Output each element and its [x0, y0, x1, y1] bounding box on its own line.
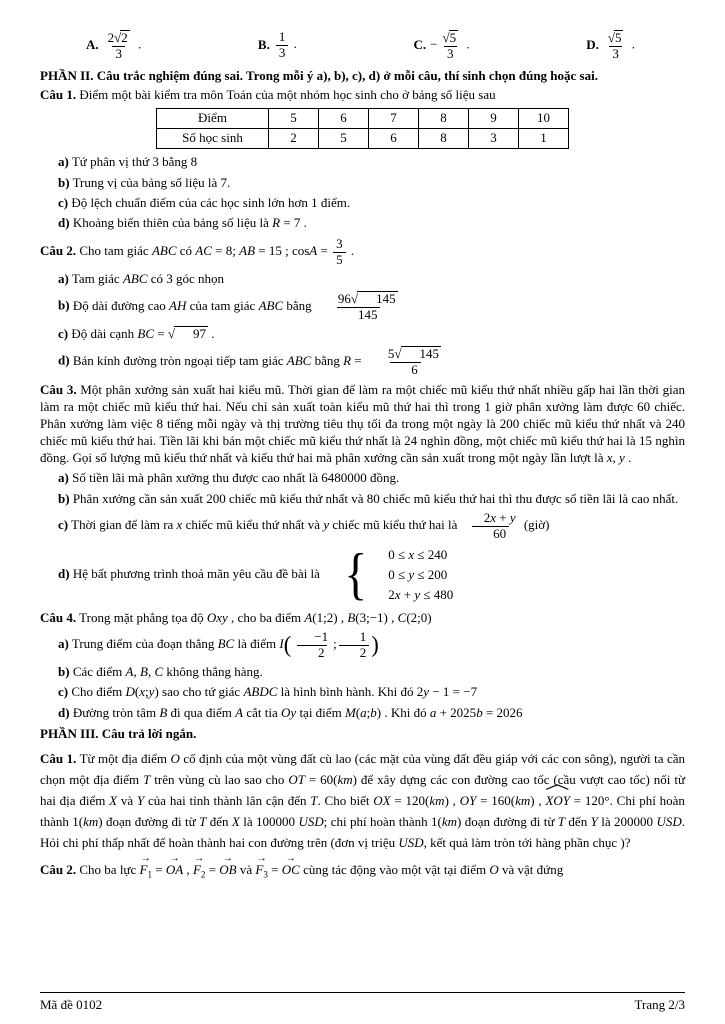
question-text: Cho tam giác ABC có AC = 8; AB = 15 ; cosA = $\frac{3}{5}$ .	[79, 236, 355, 267]
item-label: d)	[58, 215, 70, 231]
item-label: c)	[58, 194, 69, 210]
item-text: Độ dài cạnh BC = √ 97 .	[71, 325, 215, 341]
item-text: Phân xưởng cần sản xuất 200 chiếc mũ kiểu thứ nhất và 80 chiếc mũ kiểu thứ hai thì thu được số tiền lãi là cao nhất.	[72, 490, 679, 506]
question-item	[40, 664, 685, 681]
table-cell: 8	[419, 129, 469, 149]
item-label: a)	[58, 270, 69, 286]
item-text: Số tiền lãi mà phân xưởng thu được cao nhất là 6480000 đồng.	[72, 470, 400, 486]
item-label: b)	[58, 297, 70, 313]
part2-cau3-intro	[40, 382, 685, 466]
item-label: b)	[58, 490, 70, 506]
item-label: d)	[58, 352, 70, 368]
part3-heading: PHẦN III. Câu trả lời ngắn.	[40, 725, 197, 741]
table-cell: Điểm	[157, 109, 269, 129]
question-item	[40, 291, 685, 322]
footer-page-number: Trang 2/3	[634, 997, 685, 1013]
item-text: Thời gian để làm ra x chiếc mũ kiểu thứ nhất và y chiếc mũ kiểu thứ hai là $\frac{2x + y}{60}$ (giờ)	[71, 510, 550, 541]
item-text: Trung vị của bảng số liệu là 7.	[72, 174, 231, 190]
answer-option-b	[258, 30, 297, 60]
question-item	[40, 545, 685, 605]
question-label: Câu 1.	[40, 750, 77, 766]
answer-value-b: $\frac{1}{3}$ .	[274, 30, 297, 60]
table-cell: 10	[519, 109, 569, 129]
table-cell: Số học sinh	[157, 129, 269, 149]
question-item	[40, 195, 685, 212]
table-cell: 5	[269, 109, 319, 129]
question-label: Câu 2.	[40, 861, 77, 877]
table-row-counts	[157, 129, 569, 149]
answer-label-c: C.	[413, 37, 427, 53]
answer-value-c: − $\frac{√5}{3}$ .	[430, 30, 470, 61]
item-label: b)	[58, 174, 70, 190]
item-text: Đường tròn tâm B đi qua điểm A cắt tia Oy tại điểm M(a;b) . Khi đó a + 2025b = 2026	[72, 704, 523, 720]
item-text: Trung điểm của đoạn thẳng BC là điểm I( $\frac{-1}{2}$ ; $\frac{1}{2}$ )	[71, 629, 379, 660]
question-label: Câu 2.	[40, 243, 77, 259]
item-text: Độ lệch chuẩn điểm của các học sinh lớn hơn 1 điểm.	[71, 194, 351, 210]
item-label: a)	[58, 636, 69, 652]
question-text: Trong mặt phẳng tọa độ Oxy , cho ba điểm A(1;2) , B(3;−1) , C(2;0)	[79, 610, 432, 626]
item-text: Hệ bất phương trình thoả mãn yêu cầu đề bài là { 0 ≤ x ≤ 240 0 ≤ y ≤ 200 2x + y ≤ 480	[72, 543, 454, 606]
table-cell: 1	[519, 129, 569, 149]
question-item	[40, 326, 685, 343]
item-text: Khoảng biến thiên của bảng số liệu là R = 7 .	[72, 215, 307, 231]
item-text: Các điểm A, B, C không thẳng hàng.	[72, 664, 263, 680]
question-item	[40, 154, 685, 171]
table-cell: 6	[369, 129, 419, 149]
part2-heading: PHẦN II. Câu trắc nghiệm đúng sai. Trong mỗi ý a), b), c), d) ở mỗi câu, thí sinh chọn đúng hoặc sai.	[40, 68, 598, 84]
part2-cau4-intro	[40, 610, 685, 627]
answer-value-d: $\frac{√5}{3}$ .	[607, 30, 635, 61]
question-text: Từ một địa điểm O cố định của một vùng đất cù lao (các mặt của vùng đất đều giáp với các con sông), người ta cần chọn một địa điểm T trên vùng cù lao sao cho OT = 60(km) để xây dựng các con đường cao tốc (cầu vượt cao tốc) nối từ hai địa điểm X và Y của hai tỉnh thành lân cận đến T. Cho biết OX = 120(km) , OY = 160(km) , XOY = 120°. Chi phí hoàn thành 1(km) đoạn đường đi từ T đến X là 100000 USD; chi phí hoàn thành 1(km) đoạn đường đi từ T đến Y là 200000 USD. Hỏi chi phí thấp nhất để hoàn thành hai con đường trên (đơn vị triệu USD, kết quả làm tròn tới hàng phần chục )?	[40, 750, 685, 850]
table-cell: 5	[319, 129, 369, 149]
question-text: Một phân xưởng sản xuất hai kiểu mũ. Thời gian để làm ra một chiếc mũ kiểu thứ nhất nhiều gấp hai lần thời gian làm ra một chiếc mũ kiểu thứ hai. Nếu chỉ sản xuất toàn kiểu mũ thứ hai thì trong 1 giờ phân xưởng làm được 60 chiếc. Phân xưởng làm việc 8 tiếng mỗi ngày và thị trường tiêu thụ tối đa trong một ngày là 200 chiếc mũ kiểu thứ nhất và 240 chiếc mũ kiểu thứ hai. Tiền lãi khi bán một chiếc mũ kiểu thứ nhất là 24 nghìn đồng, một chiếc mũ kiểu thứ hai là 15 nghìn đồng. Gọi số lượng mũ kiểu thứ nhất và kiểu thứ hai mà phân xưởng cần sản xuất trong một ngày lần lượt là x, y .	[40, 382, 685, 465]
part2-cau2-intro	[40, 237, 685, 267]
question-text: Cho ba lực → $F_1$ = → OA , → $F_2$ = → OB và → $F_3$ = → OC cùng tác động vào một vật tại điểm O và vật đứng	[79, 852, 564, 880]
question-label: Câu 4.	[40, 610, 77, 626]
question-text: Điểm một bài kiểm tra môn Toán của một nhóm học sinh cho ở bảng số liệu sau	[79, 87, 496, 103]
item-label: a)	[58, 154, 69, 170]
table-cell: 8	[419, 109, 469, 129]
table-cell: 2	[269, 129, 319, 149]
answer-label-a: A.	[86, 37, 99, 53]
table-cell: 9	[469, 109, 519, 129]
question-item	[40, 705, 685, 722]
question-item	[40, 630, 685, 660]
item-label: c)	[58, 325, 69, 341]
item-label: b)	[58, 664, 70, 680]
table-cell: 3	[469, 129, 519, 149]
question-item	[40, 175, 685, 192]
question-item	[40, 271, 685, 288]
item-text: Tứ phân vị thứ 3 bằng 8	[71, 154, 198, 170]
item-label: c)	[58, 517, 69, 533]
question-label: Câu 1.	[40, 87, 77, 103]
answer-options-row	[40, 30, 685, 61]
part2-cau1-intro	[40, 87, 685, 104]
part3-cau2	[40, 852, 685, 881]
table-row-scores	[157, 109, 569, 129]
item-text: Bán kính đường tròn ngoại tiếp tam giác ABC bằng R = $\frac{5√ 145}{6}$	[72, 346, 440, 377]
item-text: Tam giác ABC có 3 góc nhọn	[71, 270, 225, 286]
item-label: d)	[58, 704, 70, 720]
part3-cau1	[40, 748, 685, 853]
item-label: a)	[58, 470, 69, 486]
table-cell: 6	[319, 109, 369, 129]
footer-exam-code: Mã đề 0102	[40, 997, 103, 1013]
answer-value-a: $\frac{2√2}{3}$ .	[107, 30, 142, 61]
item-label: c)	[58, 684, 69, 700]
question-item	[40, 470, 685, 487]
item-label: d)	[58, 565, 70, 581]
score-table	[156, 108, 569, 149]
item-text: Cho điểm D(x;y) sao cho tứ giác ABDC là hình bình hành. Khi đó 2y − 1 = −7	[71, 684, 478, 700]
answer-option-a	[86, 30, 141, 61]
answer-option-d	[586, 30, 635, 61]
page-footer	[40, 992, 685, 1014]
item-text: Độ dài đường cao AH của tam giác ABC bằng $\frac{96√ 145}{145}$	[72, 291, 396, 322]
question-item	[40, 684, 685, 701]
question-label: Câu 3.	[40, 382, 77, 398]
question-item	[40, 511, 685, 541]
answer-label-d: D.	[586, 37, 599, 53]
answer-option-c	[413, 30, 469, 61]
question-item	[40, 491, 685, 508]
table-cell: 7	[369, 109, 419, 129]
question-item	[40, 346, 685, 377]
question-item	[40, 215, 685, 232]
answer-label-b: B.	[257, 36, 270, 52]
